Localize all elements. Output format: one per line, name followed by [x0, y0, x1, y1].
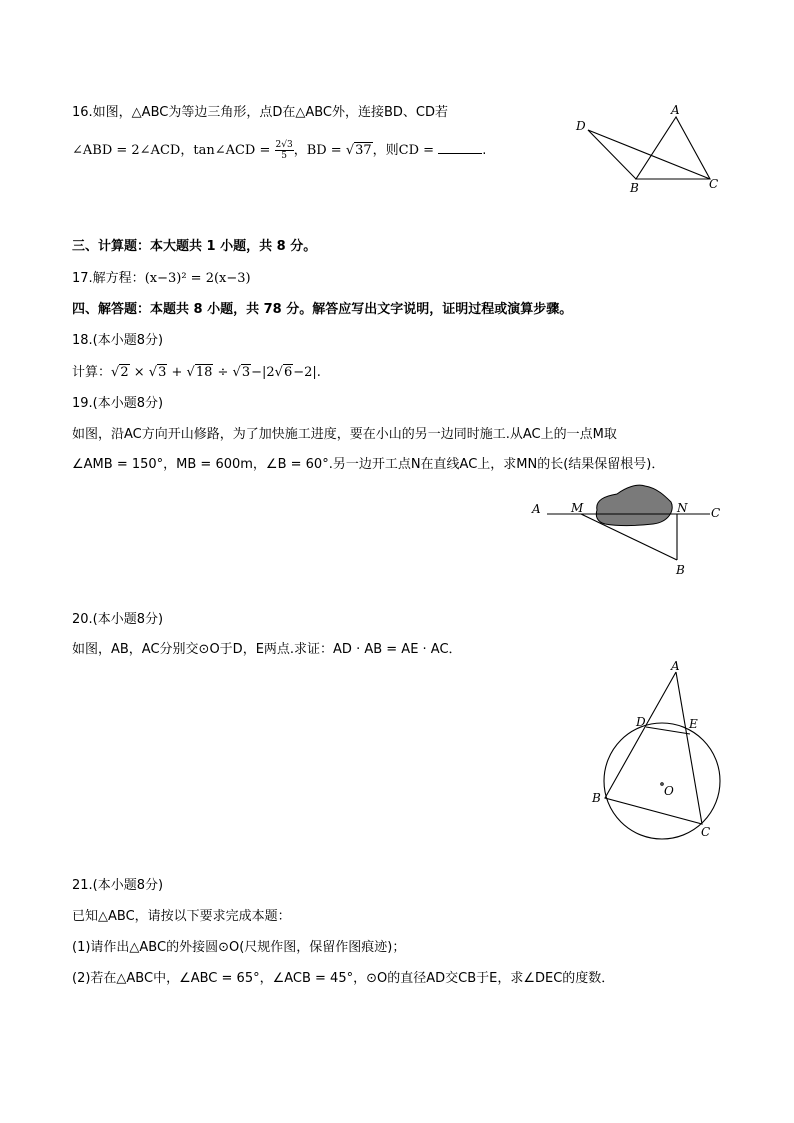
- q20-circle: [604, 723, 720, 839]
- q18-sqrt4-symbol: √: [232, 365, 241, 380]
- q18-header: [72, 332, 163, 350]
- q20-line1: [72, 641, 462, 659]
- q21-header: [72, 877, 163, 895]
- q18-plus: +: [167, 365, 187, 380]
- section3-text: 本大题共 1 小题，共 8 分。: [150, 239, 317, 254]
- q18-line: [72, 364, 321, 382]
- q16-sqrt-symbol: √: [345, 143, 355, 158]
- q21-line2-text: (1)请作出△ABC的外接圆⊙O(尺规作图，保留作图痕迹)；: [72, 940, 406, 955]
- q16-triangle-abc: [636, 117, 710, 179]
- q16-answer-blank[interactable]: [438, 141, 482, 154]
- section4-heading: [72, 301, 572, 319]
- q16-ask: ，则CD =: [372, 143, 439, 158]
- q16-frac-num: 2√3: [275, 140, 293, 150]
- q19-line1: [72, 426, 617, 444]
- q17-expression: (x−3)² = 2(x−3): [144, 271, 251, 286]
- q19-figure: [525, 478, 725, 580]
- q18-sqrt5: 6: [283, 365, 293, 380]
- q18-sqrt1: 2: [120, 365, 129, 380]
- q16-condition: ∠ABD = 2∠ACD，: [72, 143, 194, 158]
- q18-sqrt3-symbol: √: [186, 365, 195, 380]
- q19-hill-shape: [596, 485, 672, 525]
- q16-bd-sqrt: 37: [355, 143, 372, 158]
- section4-text: 本题共 8 小题，共 78 分。解答应写出文字说明，证明过程或演算步骤。: [150, 302, 573, 317]
- q20-label-e: E: [689, 717, 698, 731]
- q19-label-a: A: [532, 502, 541, 516]
- q16-line2: [72, 140, 486, 161]
- q17-line: [72, 270, 251, 288]
- q19-line1-text: 如图，沿AC方向开山修路，为了加快施工进度，要在小山的另一边同时施工.从AC上的一点M取: [72, 427, 617, 442]
- q16-label-c: C: [709, 177, 719, 191]
- section4-prefix: 四、解答题：: [72, 302, 151, 317]
- q16-tan-prefix: tan∠ACD =: [193, 143, 275, 158]
- q20-figure: [585, 660, 750, 840]
- q20-header: [72, 611, 163, 629]
- q18-abs-open: −|2: [251, 365, 275, 380]
- q19-label-b: B: [676, 563, 685, 577]
- q16-frac-den: 5: [281, 151, 287, 161]
- q21-line3: [72, 970, 614, 988]
- q18-sqrt5-symbol: √: [274, 365, 283, 380]
- q18-header-text: 18.(本小题8分): [72, 333, 164, 348]
- q17-prefix: 17.解方程：: [72, 271, 145, 286]
- q20-center-dot: [661, 783, 663, 785]
- q18-sqrt3: 18: [195, 365, 213, 380]
- q20-triangle-abc: [605, 672, 702, 824]
- q21-line3-text: (2)若在△ABC中，∠ABC = 65°，∠ACB = 45°，⊙O的直径AD交CB于E，求∠DEC的度数．: [72, 971, 615, 986]
- q21-line2: [72, 939, 405, 957]
- q16-fraction: [275, 140, 294, 161]
- q16-segment-db: [588, 130, 636, 179]
- q20-label-a: A: [671, 660, 680, 673]
- q19-header: [72, 395, 163, 413]
- q19-label-c: C: [711, 506, 721, 520]
- q16-end: .: [482, 143, 487, 158]
- q18-times: ×: [129, 365, 149, 380]
- q19-header-text: 19.(本小题8分): [72, 396, 164, 411]
- q20-label-b: B: [592, 791, 601, 805]
- q18-end: .: [316, 365, 321, 380]
- q16-figure: [570, 100, 730, 195]
- q16-line1: [72, 104, 448, 122]
- q20-header-text: 20.(本小题8分): [72, 612, 164, 627]
- q16-line1-text: 16.如图，△ABC为等边三角形，点D在△ABC外，连接BD、CD若: [72, 105, 449, 120]
- q20-chord-de: [646, 727, 690, 734]
- q16-segment-dc: [588, 130, 710, 179]
- q19-label-n: N: [677, 501, 688, 515]
- q19-line2: [72, 456, 664, 474]
- q18-sqrt4: 3: [241, 365, 251, 380]
- q20-label-d: D: [636, 715, 646, 729]
- section3-prefix: 三、计算题：: [72, 239, 151, 254]
- q16-label-d: D: [576, 119, 586, 133]
- q20-label-c: C: [701, 825, 711, 839]
- q19-line2-text: ∠AMB = 150°，MB = 600m，∠B = 60°.另一边开工点N在直线AC上，求MN的长(结果保留根号)．: [72, 457, 665, 472]
- q18-sqrt1-symbol: √: [111, 365, 120, 380]
- q20-line1-text: 如图，AB，AC分别交⊙O于D，E两点.求证：AD · AB = AE · AC．: [72, 642, 462, 657]
- q21-line1: [72, 908, 291, 926]
- q19-label-m: M: [571, 501, 584, 515]
- q16-label-b: B: [630, 181, 639, 195]
- q18-prefix: 计算：: [72, 365, 112, 380]
- q20-label-o: O: [664, 784, 674, 798]
- q18-div: ÷: [213, 365, 233, 380]
- q16-bd-prefix: ，BD =: [293, 143, 346, 158]
- q18-sqrt2: 3: [158, 365, 167, 380]
- q21-header-text: 21.(本小题8分): [72, 878, 164, 893]
- q21-line1-text: 已知△ABC，请按以下要求完成本题：: [72, 909, 291, 924]
- q16-label-a: A: [671, 103, 680, 117]
- q18-sqrt2-symbol: √: [148, 365, 158, 380]
- section3-heading: [72, 238, 316, 256]
- q18-abs-close: −2|: [293, 365, 317, 380]
